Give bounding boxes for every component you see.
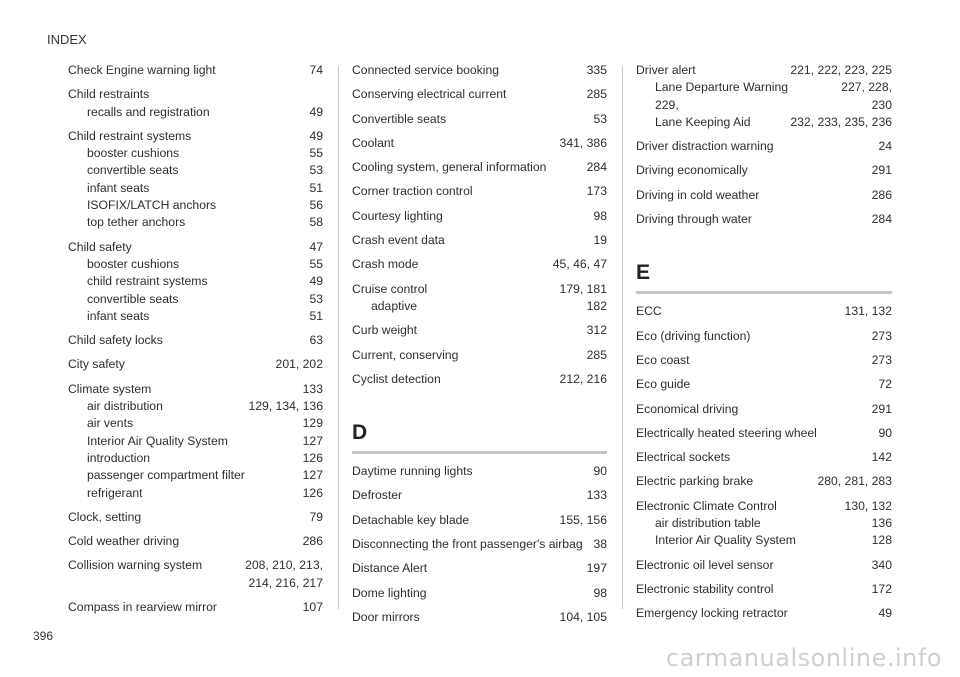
entry-term: Child restraint systems: [68, 128, 192, 143]
entry-term: Electronic Climate Control: [636, 498, 777, 513]
entry-term: Cold weather driving: [68, 534, 180, 549]
entry-pages: 38: [593, 537, 607, 552]
entry-pages: 19: [593, 233, 607, 248]
index-entry: [68, 62, 323, 79]
sub-entry: Interior Air Quality System 127: [87, 433, 323, 448]
entry-pages: 104, 105: [559, 609, 607, 624]
sub-entry: introduction 126: [87, 450, 323, 465]
index-entry: [352, 512, 607, 529]
entry-term: ECC: [636, 304, 662, 319]
entry-term: Cruise control: [352, 281, 428, 296]
index-entry: [636, 187, 892, 204]
index-entry: [352, 322, 607, 339]
column-divider: [338, 66, 339, 609]
entry-pages: 340: [871, 557, 892, 572]
sub-entry: infant seats 51: [87, 308, 323, 323]
sub-entry: top tether anchors 58: [87, 215, 323, 230]
entry-term: Electronic stability control: [636, 581, 774, 596]
sub-entry: refrigerant 126: [87, 485, 323, 500]
entry-term: City safety: [68, 357, 125, 372]
index-entry: [352, 135, 607, 152]
sub-entry: air vents 129: [87, 416, 323, 431]
entry-pages: 208, 210, 213,: [245, 558, 323, 573]
entry-pages: 79: [309, 509, 323, 524]
index-column-2: [352, 62, 607, 633]
entry-pages: 63: [309, 333, 323, 348]
entry-term: Courtesy lighting: [352, 208, 443, 223]
sub-entry: booster cushions 55: [87, 256, 323, 271]
index-entry: [636, 162, 892, 179]
entry-pages: 286: [871, 187, 892, 202]
sub-entry: Lane Keeping Aid 232, 233, 235, 236: [655, 114, 892, 129]
entry-term: Detachable key blade: [352, 512, 470, 527]
index-entry: [636, 425, 892, 442]
index-entry: [352, 487, 607, 504]
entry-term: Driving in cold weather: [636, 187, 760, 202]
entry-pages: 98: [593, 585, 607, 600]
entry-term: Electrically heated steering wheel: [636, 425, 817, 440]
index-entry: [636, 328, 892, 345]
page-number: 396: [33, 629, 54, 643]
entry-pages: 341, 386: [559, 135, 607, 150]
index-entry: [352, 159, 607, 176]
entry-term: Compass in rearview mirror: [68, 600, 217, 615]
entry-pages: 201, 202: [275, 357, 323, 372]
sub-entry: air distribution 129, 134, 136: [87, 399, 323, 414]
section-letter-e: E: [636, 261, 651, 285]
entry-pages: 47: [309, 239, 323, 254]
entry-pages: 291: [871, 163, 892, 178]
entry-pages: 197: [586, 561, 607, 576]
index-entry: [352, 585, 607, 602]
entry-pages: 280, 281, 283: [817, 474, 892, 489]
index-entry: [352, 463, 607, 480]
entry-pages: 284: [871, 212, 892, 227]
sub-entry: child restraint systems 49: [87, 274, 323, 289]
index-entry: [352, 347, 607, 364]
index-entry: [68, 332, 323, 349]
index-entry: [636, 211, 892, 228]
index-entry: [636, 401, 892, 418]
entry-pages: 90: [878, 425, 892, 440]
sub-entry: booster cushions 55: [87, 146, 323, 161]
entry-pages: 285: [586, 347, 607, 362]
index-entry: [352, 256, 607, 273]
index-entry: [636, 581, 892, 598]
page-header-label: INDEX: [47, 32, 87, 47]
index-entry: [352, 111, 607, 128]
entry-term: Eco coast: [636, 352, 690, 367]
entry-pages: 173: [586, 184, 607, 199]
sub-entry: Interior Air Quality System 128: [655, 533, 892, 548]
index-entry: [352, 62, 607, 79]
entry-term: Daytime running lights: [352, 464, 473, 479]
sub-entry: convertible seats 53: [87, 291, 323, 306]
entry-pages: 72: [878, 377, 892, 392]
entry-term: Electronic oil level sensor: [636, 557, 774, 572]
entry-term: Connected service booking: [352, 63, 500, 77]
entry-term: Economical driving: [636, 401, 739, 416]
entry-pages: 312: [586, 323, 607, 338]
entry-term: Coolant: [352, 135, 395, 150]
entry-term: Convertible seats: [352, 111, 447, 126]
entry-term: Electric parking brake: [636, 474, 754, 489]
sub-entry: Lane Departure Warning 227, 228,: [655, 80, 892, 95]
entry-pages: 221, 222, 223, 225: [790, 63, 892, 77]
entry-pages: 172: [871, 581, 892, 596]
entry-term: Dome lighting: [352, 585, 427, 600]
entry-pages-continued: 214, 216, 217: [248, 575, 323, 590]
index-entry: [636, 557, 892, 574]
entry-term: Driving economically: [636, 163, 748, 178]
entry-term: Conserving electrical current: [352, 87, 507, 102]
entry-term: Curb weight: [352, 323, 418, 338]
entry-term: Emergency locking retractor: [636, 606, 788, 621]
sub-entry: adaptive 182: [371, 298, 607, 313]
entry-term: Collision warning system: [68, 558, 203, 573]
entry-pages: 45, 46, 47: [552, 257, 607, 272]
entry-term: Current, conserving: [352, 347, 459, 362]
entry-term: Disconnecting the front passenger's airbag: [352, 537, 583, 552]
index-entry: [352, 183, 607, 200]
entry-term: Eco guide: [636, 377, 691, 392]
index-entry: [68, 128, 323, 232]
index-entry: [352, 232, 607, 249]
entry-pages: 284: [586, 160, 607, 175]
section-rule: [636, 291, 892, 294]
index-entry: [68, 557, 323, 592]
entry-term: Climate system: [68, 381, 152, 396]
entry-pages: 98: [593, 208, 607, 223]
entry-term: Door mirrors: [352, 609, 420, 624]
entry-pages: 107: [302, 600, 323, 615]
watermark: carmanualsonline.info: [665, 644, 942, 672]
index-entry: [636, 473, 892, 490]
entry-term: Driver alert: [636, 63, 696, 77]
entry-term: Check Engine warning light: [68, 63, 216, 77]
index-entry: [636, 498, 892, 550]
index-entry: [352, 609, 607, 626]
sub-entry: infant seats 51: [87, 180, 323, 195]
entry-pages: 142: [871, 450, 892, 465]
entry-pages: 335: [586, 63, 607, 77]
index-entry: [68, 533, 323, 550]
index-entry: [636, 138, 892, 155]
entry-pages: 74: [309, 63, 323, 77]
index-entry: [636, 352, 892, 369]
sub-entry: convertible seats 53: [87, 163, 323, 178]
index-column-1: [68, 62, 323, 623]
entry-pages: 285: [586, 87, 607, 102]
section-letter-d: D: [352, 421, 368, 445]
entry-pages: 273: [871, 328, 892, 343]
entry-term: Driver distraction warning: [636, 139, 774, 154]
index-entry: [352, 281, 607, 316]
entry-term: Eco (driving function): [636, 328, 751, 343]
entry-term: Cooling system, general information: [352, 160, 547, 175]
entry-pages: 49: [878, 606, 892, 621]
entry-term: Child restraints: [68, 87, 150, 102]
entry-term: Distance Alert: [352, 561, 428, 576]
index-column-3: [636, 62, 892, 630]
entry-pages: 273: [871, 352, 892, 367]
sub-entry: passenger compartment filter 127: [87, 468, 323, 483]
entry-pages: 24: [878, 139, 892, 154]
entry-term: Electrical sockets: [636, 450, 731, 465]
entry-pages: 130, 132: [844, 498, 892, 513]
index-entry: [68, 381, 323, 502]
entry-pages: 155, 156: [559, 512, 607, 527]
entry-pages: 291: [871, 401, 892, 416]
index-entry: [68, 356, 323, 373]
index-entry: [68, 86, 323, 121]
entry-pages: 212, 216: [559, 371, 607, 386]
entry-term: Defroster: [352, 488, 403, 503]
index-entry: [68, 599, 323, 616]
index-entry: [352, 371, 607, 388]
index-entry: [68, 509, 323, 526]
entry-term: Corner traction control: [352, 184, 473, 199]
index-entry: [352, 208, 607, 225]
entry-pages: 131, 132: [844, 304, 892, 319]
entry-term: Child safety: [68, 239, 132, 254]
entry-pages: 133: [302, 381, 323, 396]
index-entry: [636, 605, 892, 622]
entry-term: Crash event data: [352, 233, 445, 248]
sub-entry: recalls and registration 49: [87, 104, 323, 119]
index-entry: [636, 376, 892, 393]
entry-pages: 90: [593, 464, 607, 479]
entry-term: Cyclist detection: [352, 371, 441, 386]
entry-term: Child safety locks: [68, 333, 163, 348]
sub-entry-continued: 229, 230: [655, 97, 892, 112]
index-entry: [636, 62, 892, 131]
index-entry: [352, 560, 607, 577]
entry-pages: 49: [309, 128, 323, 143]
entry-pages: 286: [302, 534, 323, 549]
index-entry: [352, 86, 607, 103]
entry-pages: 133: [586, 488, 607, 503]
entry-term: Clock, setting: [68, 509, 142, 524]
entry-term: Crash mode: [352, 257, 419, 272]
entry-term: Driving through water: [636, 212, 752, 227]
sub-entry: air distribution table 136: [655, 516, 892, 531]
sub-entry: ISOFIX/LATCH anchors 56: [87, 198, 323, 213]
index-entry: [68, 239, 323, 325]
entry-pages: 53: [593, 111, 607, 126]
index-entry: [636, 303, 892, 320]
section-rule: [352, 451, 607, 454]
column-divider: [622, 66, 623, 609]
index-entry: [636, 449, 892, 466]
index-entry: [352, 536, 607, 553]
entry-pages: 179, 181: [559, 281, 607, 296]
